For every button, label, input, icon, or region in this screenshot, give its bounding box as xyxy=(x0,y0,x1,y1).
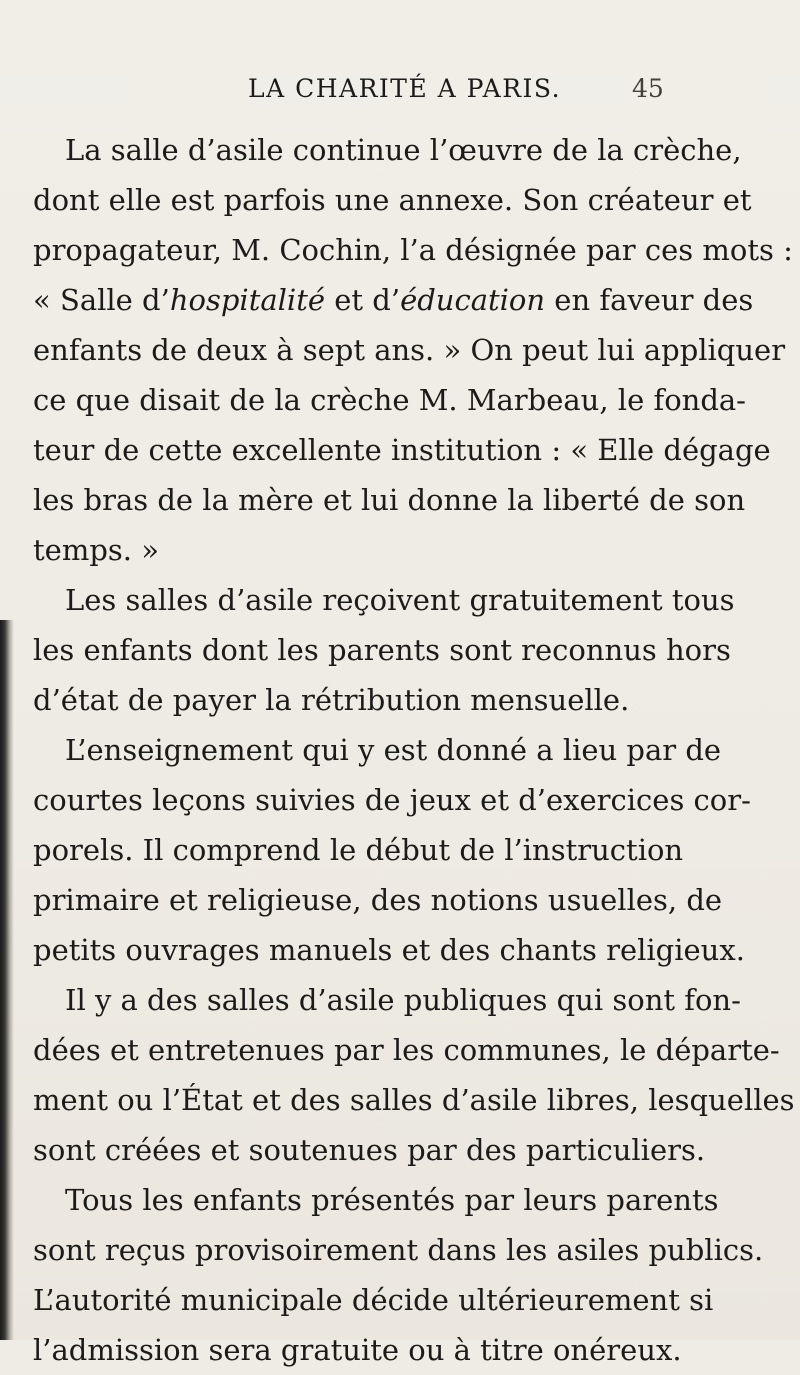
text-line: enfants de deux à sept ans. » On peut lui appliquer xyxy=(33,333,786,367)
text-line: temps. » xyxy=(33,533,159,567)
text-line: les bras de la mère et lui donne la liberté de son xyxy=(33,483,746,517)
text-line: primaire et religieuse, des notions usuelles, de xyxy=(33,883,723,917)
text-line: sont créées et soutenues par des particuliers. xyxy=(33,1133,706,1167)
text-line: l’admission sera gratuite ou à titre onéreux. xyxy=(33,1333,682,1367)
running-title: LA CHARITÉ A PARIS. xyxy=(248,74,562,103)
text-line xyxy=(33,275,754,325)
body-text xyxy=(33,125,795,1375)
text-line: Les salles d’asile reçoivent gratuitement tous xyxy=(65,583,735,617)
text-line: Il y a des salles d’asile publiques qui sont fon- xyxy=(65,983,741,1017)
text-line: dées et entretenues par les communes, le départe- xyxy=(33,1033,780,1067)
text-line: porels. Il comprend le début de l’instruction xyxy=(33,833,684,867)
text-line: La salle d’asile continue l’œuvre de la crèche, xyxy=(65,133,742,167)
text-line: courtes leçons suivies de jeux et d’exercices cor- xyxy=(33,783,751,817)
italic-term: hospitalité xyxy=(169,283,326,317)
text-line: sont reçus provisoirement dans les asiles publics. xyxy=(33,1233,764,1267)
text-line: petits ouvrages manuels et des chants religieux. xyxy=(33,933,745,967)
text-segment: « Salle d’ xyxy=(33,283,170,317)
text-line: L’enseignement qui y est donné a lieu par de xyxy=(65,733,722,767)
page-header xyxy=(0,74,800,114)
binding-shadow xyxy=(0,620,14,1340)
text-line: d’état de payer la rétribution mensuelle. xyxy=(33,683,630,717)
text-line: les enfants dont les parents sont reconnus hors xyxy=(33,633,731,667)
text-segment: en faveur des xyxy=(545,283,754,317)
text-line: propagateur, M. Cochin, l’a désignée par ces mots : xyxy=(33,233,793,267)
text-line: L’autorité municipale décide ultérieurement si xyxy=(33,1283,714,1317)
text-line: ce que disait de la crèche M. Marbeau, le fonda- xyxy=(33,383,746,417)
text-line: teur de cette excellente institution : « Elle dégage xyxy=(33,433,771,467)
text-segment: et d’ xyxy=(325,283,401,317)
text-line: Tous les enfants présentés par leurs parents xyxy=(65,1183,719,1217)
page-number: 45 xyxy=(632,74,664,103)
text-line: dont elle est parfois une annexe. Son créateur et xyxy=(33,183,752,217)
italic-term: éducation xyxy=(400,283,546,317)
text-line: ment ou l’État et des salles d’asile libres, lesquelles xyxy=(33,1083,795,1117)
